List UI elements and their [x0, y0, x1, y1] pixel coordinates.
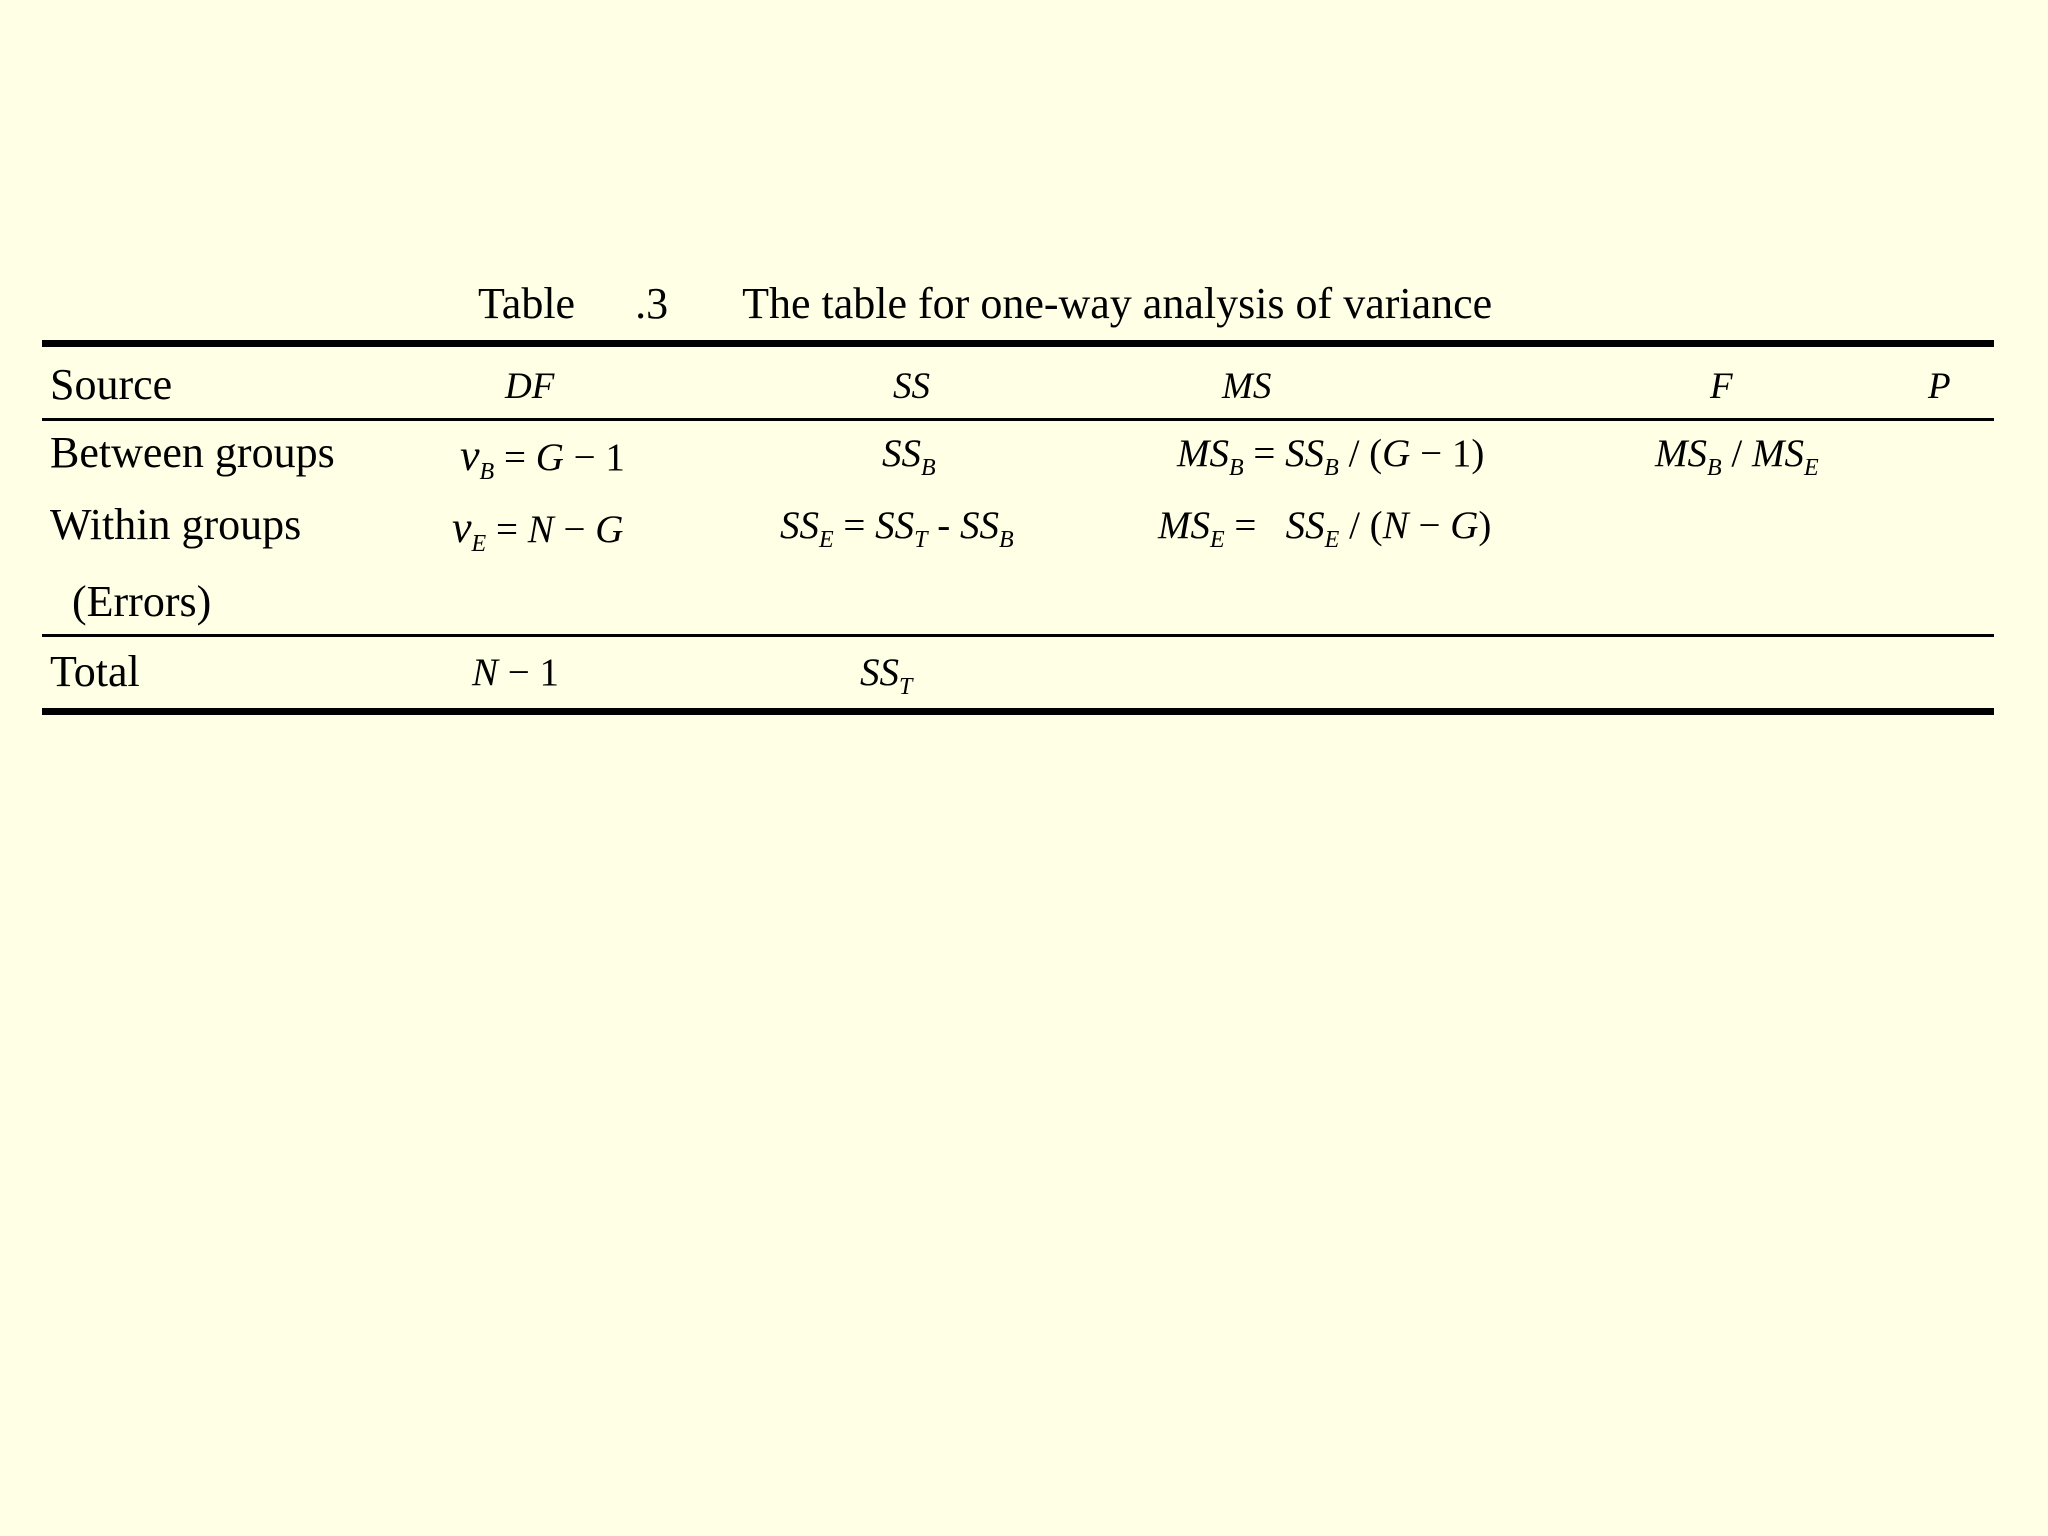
row-total-df: N − 1 — [472, 651, 560, 694]
header-p: P — [1928, 366, 1951, 407]
header-ss: SS — [893, 366, 930, 407]
header-df: DF — [505, 366, 555, 407]
header-ms: MS — [1222, 366, 1272, 407]
header-f: F — [1710, 366, 1733, 407]
caption-number: .3 — [635, 279, 669, 328]
table-caption — [478, 278, 1492, 329]
header-source: Source — [50, 360, 173, 409]
row-within-label-errors: (Errors) — [72, 577, 212, 626]
row-between-label: Between groups — [50, 428, 335, 477]
row-within-ms: $MS_E = SS_E / (N - G)$ — [1158, 504, 1492, 553]
top-rule — [42, 340, 1994, 347]
bottom-rule — [42, 708, 1994, 715]
row-within-label: Within groups — [50, 500, 302, 549]
row-within-df: $\nu_E = N - G$ — [452, 503, 624, 557]
row-between-df: $\nu_B = G - 1$ — [460, 431, 625, 485]
row-between-ms: $MS_B = SS_B / (G - 1)$ — [1177, 432, 1485, 481]
header-rule — [42, 418, 1994, 421]
row-within-ss: $SS_E = SS_T - SS_B$ — [780, 504, 1014, 553]
caption-prefix: Table — [478, 279, 576, 328]
row-total-label: Total — [50, 647, 140, 696]
row-between-ss: $SS_B$ — [882, 432, 936, 481]
caption-title: The table for one-way analysis of variance — [742, 279, 1493, 328]
total-rule — [42, 634, 1994, 637]
row-total-ss: $SS_T$ — [860, 651, 913, 700]
row-between-f: $MS_B / MS_E$ — [1655, 432, 1819, 481]
